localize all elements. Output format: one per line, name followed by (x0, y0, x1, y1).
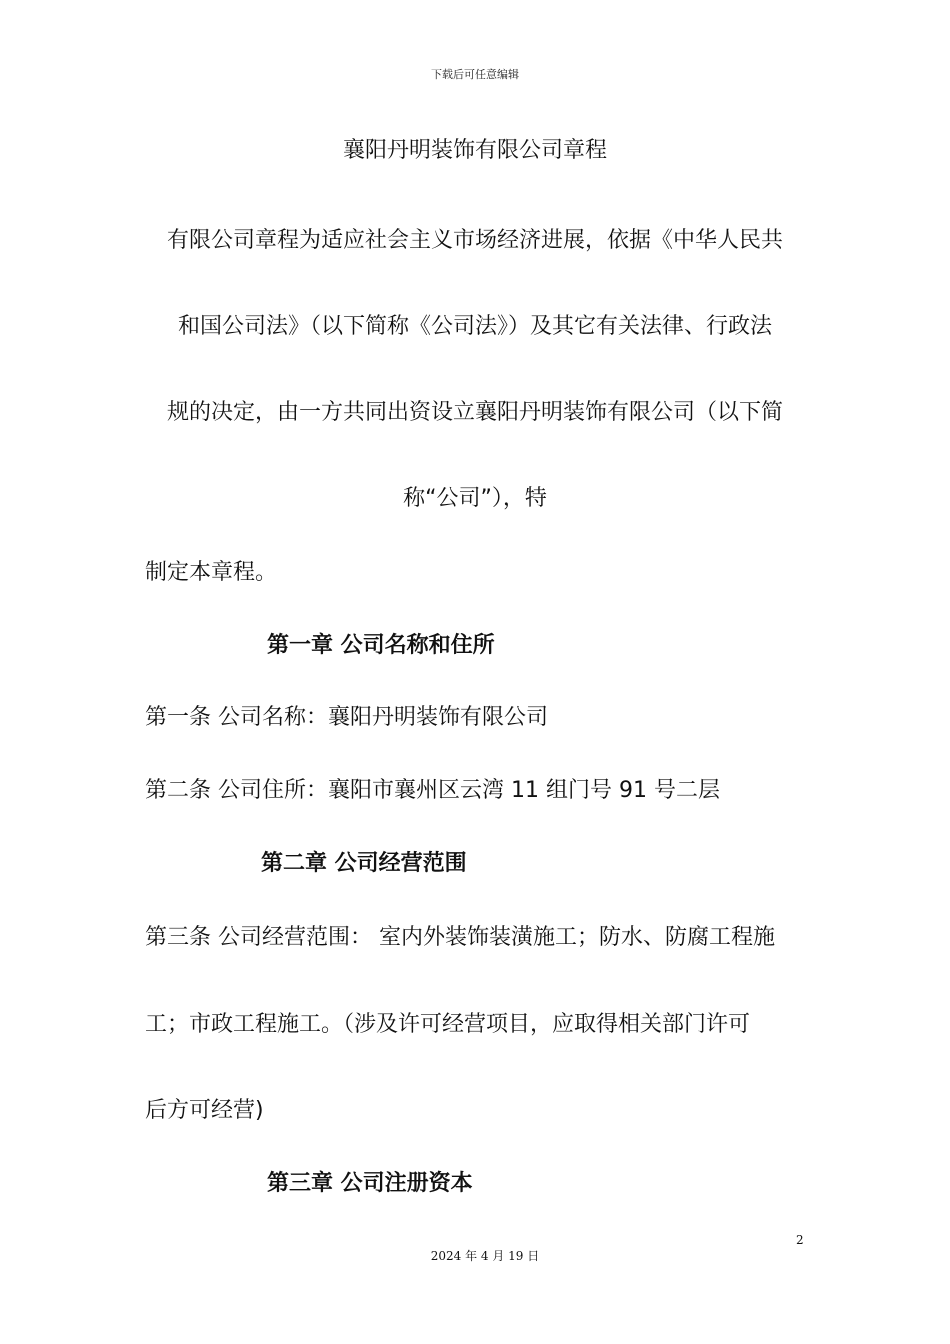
chapter-3-heading: 第三章 公司注册资本 (267, 1171, 473, 1196)
article-3-line-3: 后方可经营) (145, 1098, 264, 1123)
chapter-1-heading: 第一章 公司名称和住所 (267, 633, 495, 658)
preamble-line-5: 制定本章程。 (145, 560, 278, 585)
footer-date: 2024 年 4 月 19 日 (430, 1249, 540, 1263)
page-number: 2 (796, 1233, 804, 1247)
article-3-line-2: 工；市政工程施工。（涉及许可经营项目，应取得相关部门许可 (145, 1012, 751, 1037)
article-1: 第一条 公司名称：襄阳丹明装饰有限公司 (145, 705, 548, 730)
header-note: 下载后可任意编辑 (431, 68, 519, 81)
preamble-line-1: 有限公司章程为适应社会主义市场经济进展，依据《中华人民共 (166, 228, 783, 253)
preamble-line-4: 称“公司”），特 (403, 486, 547, 511)
article-3-line-1: 第三条 公司经营范围： 室内外装饰装潢施工；防水、防腐工程施 (145, 925, 775, 950)
article-2: 第二条 公司住所：襄阳市襄州区云湾 11 组门号 91 号二层 (145, 778, 720, 803)
document-title: 襄阳丹明装饰有限公司章程 (342, 138, 607, 163)
preamble-line-2: 和国公司法》（以下简称《公司法》）及其它有关法律、行政法 (177, 314, 772, 339)
preamble-line-3: 规的决定，由一方共同出资设立襄阳丹明装饰有限公司（以下简 (166, 400, 783, 425)
chapter-2-heading: 第二章 公司经营范围 (261, 851, 467, 876)
